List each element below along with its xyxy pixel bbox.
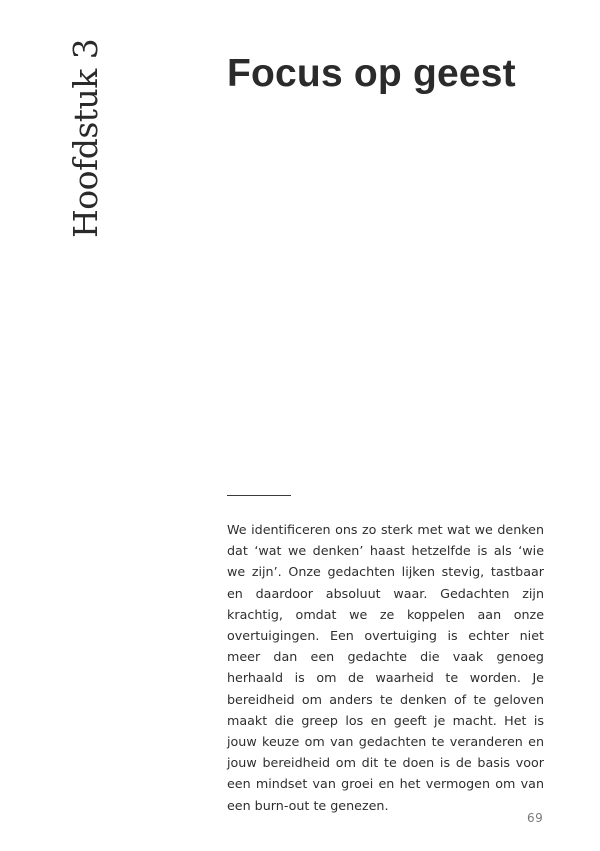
- page-number: 69: [527, 811, 544, 825]
- chapter-label: Hoofdstuk 3: [66, 38, 105, 238]
- section-divider: [227, 495, 291, 496]
- page-title: Focus op geest: [227, 52, 516, 95]
- body-paragraph: We identificeren ons zo sterk met wat we denken dat ‘wat we denken’ haast hetzelfde is als ‘wie we zijn’. Onze gedachten lijken stevig, tastbaar en daardoor absoluut waar. Gedachten zijn krachtig, omdat we ze koppelen aan onze overtuigingen. Een overtuiging is echter niet meer dan een gedachte die vaak genoeg herhaald is om de waarheid te worden. Je bereidheid om anders te denken of te geloven maakt die greep los en geeft je macht. Het is jouw keuze om van gedachten te veranderen en jouw bereidheid om dit te doen is de basis voor een mindset van groei en het vermogen om van een burn-out te genezen.: [227, 522, 544, 813]
